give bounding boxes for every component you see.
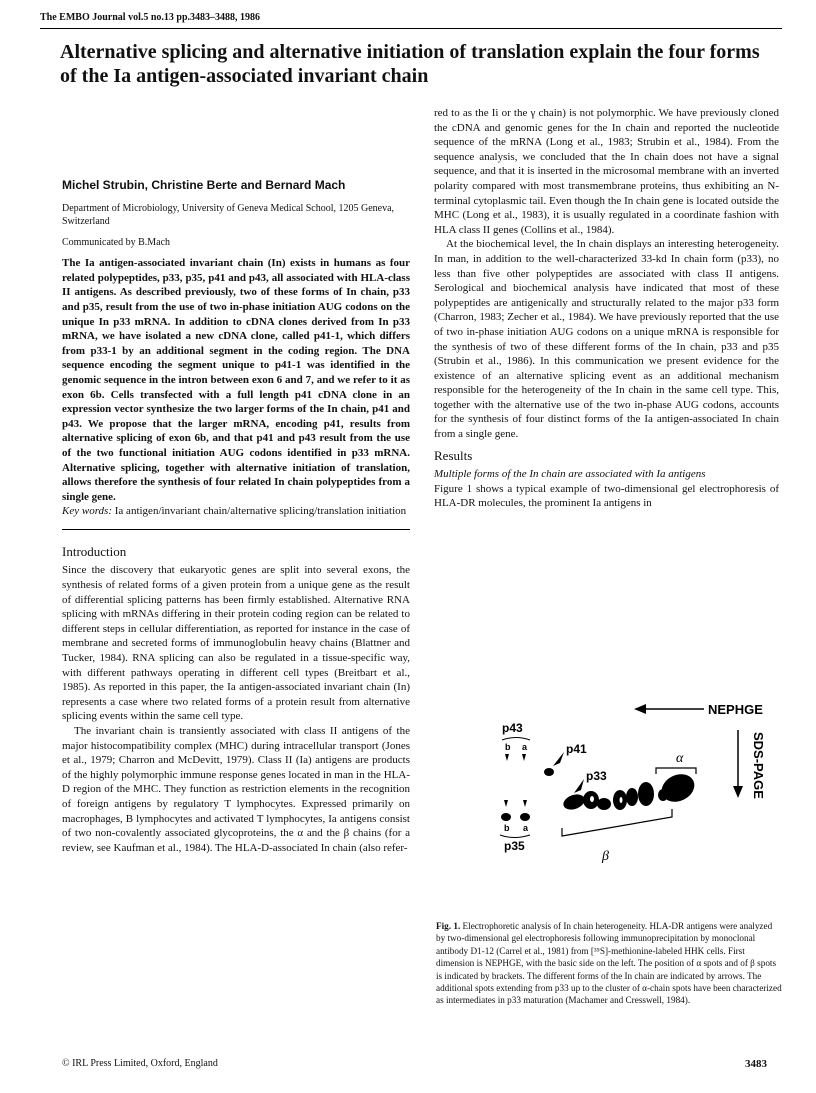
- authors: Michel Strubin, Christine Berte and Bernard Mach: [62, 178, 346, 192]
- p35-a-spot: [520, 813, 530, 821]
- page-number: 3483: [745, 1058, 767, 1070]
- results-heading: Results: [434, 447, 473, 463]
- results-paragraph-1: Figure 1 shows a typical example of two-dimensional gel electrophoresis of HLA-DR molecules, the prominent Ia antigens in: [434, 482, 779, 510]
- p33-arrow: [574, 779, 584, 793]
- p43-label: p43: [502, 721, 523, 735]
- affiliation: Department of Microbiology, University of Geneva Medical School, 1205 Geneva, Switzerland: [62, 202, 395, 227]
- section-divider: [62, 529, 410, 530]
- p41-arrow: [553, 752, 564, 766]
- header-rule: [40, 28, 782, 29]
- p33-label: p33: [586, 769, 607, 783]
- results-subheading: Multiple forms of the In chain are associated with Ia antigens: [434, 468, 706, 481]
- sds-page-label: SDS-PAGE: [751, 732, 766, 799]
- intro-paragraph-2: The invariant chain is transiently associated with class II antigens of the major histocompatibility complex (MHC) during intracellular transport (Jones et al., 1979; Charron and McDevitt, 1979). Class II (Ia) antigens are products of the highly polymorphic immune response genes located in man in the HLA-D region of the MHC. They function as restriction elements in the recognition of foreign antigens by regulatory T lymphocytes. Expressed primarily on macrophages, B lymphocytes and activated T lymphocytes, Ia antigens consist of two non-covalently associated glycoproteins, the α and the β chains (for a review, see Kaufman et al., 1984). The HLA-D-associated In chain (also refer-: [62, 725, 410, 854]
- p43-a-arrow: [522, 754, 526, 761]
- keywords: [62, 504, 410, 519]
- nephge-arrowhead: [634, 704, 646, 714]
- sds-arrowhead: [733, 786, 743, 798]
- abstract: The Ia antigen-associated invariant chain (In) exists in humans as four related polypeptides, p33, p35, p41 and p43, all associated with HLA-class II antigens. As described previously, two of these forms of In chain, p33 and p35, result from the use of two in-phase initiation AUG codons on the unique In p33 mRNA. In addition to cDNA clones derived from In p33 mRNA, we have isolated a new cDNA clone, called p41-1, which differs from p33-1 by an additional segment in the coding region. The DNA sequence encoding the segment unique to p41-1 was identified in the genomic sequence in the intron between exon 6 and 7, and we refer to it as exon 6b. Cells transfected with a full length p41 cDNA clone in an expression vector synthesize the two larger forms of the In chain, p41 and p43. We propose that the larger mRNA, encoding p41, results from alternative splicing of exon 6b, and that p41 and p43 result from the use of the two functional initiation AUG codons identified in p33 mRNA. Alternative splicing, together with alternative initiation of translation, allows therefore the synthesis of four related In chain polypeptides from a single gene.: [62, 257, 410, 503]
- alpha-label: α: [676, 751, 684, 766]
- p43-a-label: a: [522, 742, 528, 752]
- p41-spot: [544, 768, 554, 776]
- p35-label: p35: [504, 839, 525, 853]
- p35-b-spot: [501, 813, 511, 821]
- p35-a-arrow: [523, 800, 527, 807]
- figure-caption-label: Fig. 1.: [436, 921, 461, 931]
- figure-caption-text: Electrophoretic analysis of In chain heterogeneity. HLA-DR antigens were analyzed by two-dimensional gel electrophoresis following immunoprecipitation by monoclonal antibody D1-12 (Carrel et al., 1981) from [³⁵S]-methionine-labeled HHK cells. First dimension is NEPHGE, with the basic side on the left. The position of α spots and of β spots is indicated by brackets. The different forms of the In chain are indicated by arrows. The additional spots extending from p33 up to the cluster of α-chain spots have been characterized as intermediates in p33 maturation (Machamer and Cresswell, 1984).: [436, 921, 782, 1006]
- beta-bracket: [562, 809, 672, 836]
- beta-label: β: [602, 849, 609, 864]
- right-column: [434, 106, 779, 511]
- p35-b-label: b: [504, 823, 510, 833]
- p35-bracket: [500, 835, 530, 838]
- keywords-text: Ia antigen/invariant chain/alternative splicing/translation initiation: [114, 505, 407, 518]
- intro-paragraph-1: Since the discovery that eukaryotic genes are split into several exons, the synthesis of related forms of a given protein from a unique gene as the result of differential splicing patterns has been firmly established. Alternative RNA splicing with mRNAs differing in their protein coding region can be related to different steps in cellular differentiation, as reported for instance in the case of membrane and secreted forms of immunoglobulin heavy chains (Blattner and Tucker, 1984). RNA splicing can also be regulated in a tissue-specific way, with different pathways operating in different cell types (Breitbart et al., 1985). As reported in this paper, the Ia antigen-associated invariant chain (In) represents a case where two related forms of a protein result from alternative splicing events within the same cell type.: [62, 564, 410, 723]
- keywords-label: Key words:: [62, 505, 113, 518]
- p43-b-label: b: [505, 742, 511, 752]
- journal-header: The EMBO Journal vol.5 no.13 pp.3483–3488, 1986: [40, 12, 261, 23]
- intro-paragraph-4: At the biochemical level, the In chain displays an interesting heterogeneity. In man, in addition to the well-characterized 33-kd In chain form (p33), no less than five other polypeptides are associated with class II antigens. Serological and biochemical analysis have indicated that most of these polypeptides are antigenically and structurally related to the major p33 form (Charron, 1983; Zecher et al., 1984). We have previously reported that the use of two in-phase initiation AUG codons on a unique mRNA is responsible for the synthesis of two of these different forms of the In chain, p33 and p35 (Strubin et al., 1986). In this communication we present evidence for the existence of an alternative splicing event as an additional mechanism responsible for the heterogeneity of the In chain in the same cell type. This, together with the alternative use of the two in-phase AUG codons, accounts for the synthesis of four distinct forms of the Ia antigen-associated In chain from a single gene.: [434, 238, 779, 441]
- figure-caption: [436, 920, 782, 1007]
- nephge-label: NEPHGE: [708, 702, 763, 717]
- figure-1-gel: [436, 700, 782, 890]
- gel-spots: [561, 769, 699, 812]
- p35-a-label: a: [523, 823, 529, 833]
- alpha-bracket: [656, 768, 696, 774]
- p43-bracket: [502, 738, 530, 741]
- communicated-by: Communicated by B.Mach: [62, 236, 171, 248]
- p43-b-arrow: [505, 754, 509, 761]
- article-title: Alternative splicing and alternative initiation of translation explain the four forms of the Ia antigen-associated invariant chain: [60, 41, 760, 87]
- intro-paragraph-3: red to as the Ii or the γ chain) is not polymorphic. We have previously cloned the cDNA and genomic genes for the In chain and reported the nucleotide sequence of the mRNA (Long et al., 1983; Strubin et al., 1984). From the sequence analysis, we concluded that the In chain does not have a signal sequence, and that it is inserted in the microsomal membrane with an inverted polarity compared with most transmembrane proteins, thus exhibiting an N-terminal cytoplasmic tail. Even though the In chain gene is located outside the MHC (Long et al., 1983), it is usually regulated in a coordinate fashion with HLA class II genes (Collins et al., 1984).: [434, 107, 779, 236]
- p35-b-arrow: [504, 800, 508, 807]
- introduction-heading: Introduction: [62, 543, 127, 559]
- copyright: © IRL Press Limited, Oxford, England: [62, 1058, 218, 1069]
- p41-label: p41: [566, 742, 587, 756]
- left-column: [62, 178, 410, 855]
